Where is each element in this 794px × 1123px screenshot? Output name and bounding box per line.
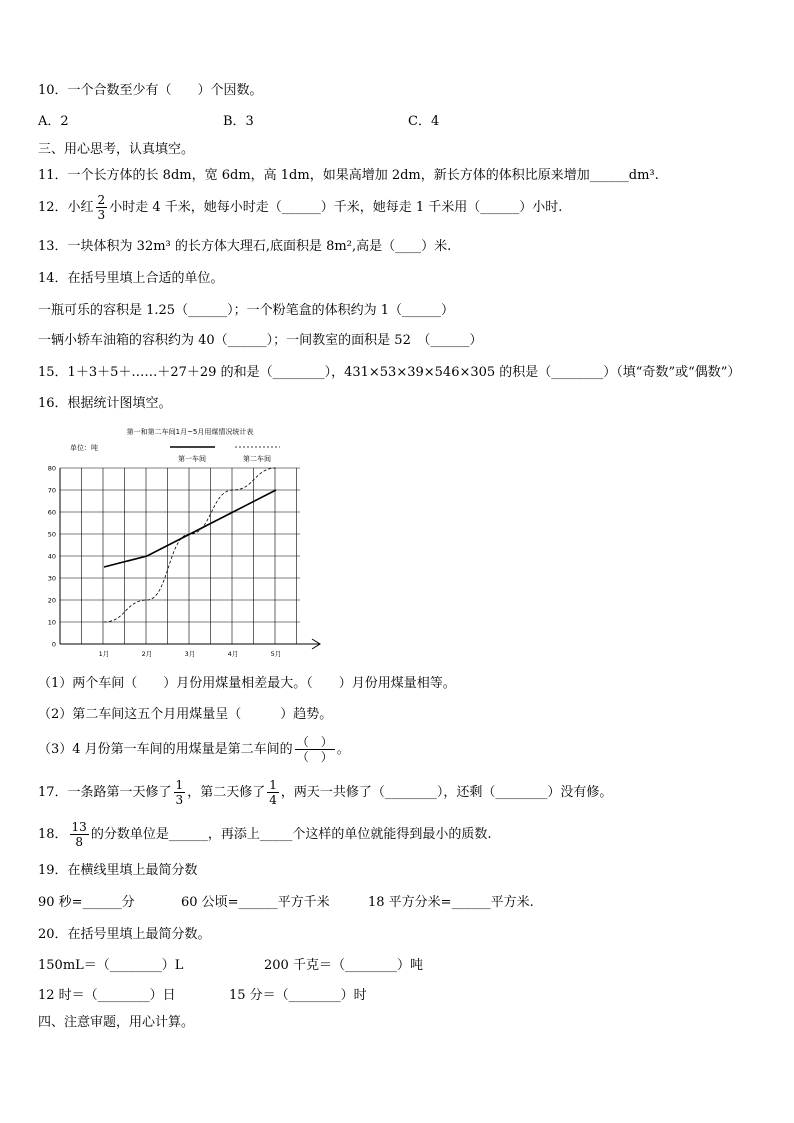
y-tick-label: 60 bbox=[47, 508, 56, 517]
y-tick-label: 10 bbox=[47, 618, 56, 627]
q18-prefix: 18． bbox=[38, 827, 68, 842]
q12-denominator: 3 bbox=[97, 208, 106, 222]
series-line-2 bbox=[104, 468, 276, 622]
question-13: 13．一块体积为 32m³ 的长方体大理石,底面积是 8m²,高是（____）米. bbox=[38, 239, 452, 254]
q20-item-c: 12 时＝（________）日 bbox=[38, 988, 176, 1003]
question-18 bbox=[38, 817, 491, 853]
legend-label-1: 第一车间 bbox=[178, 455, 206, 463]
chart-ticks bbox=[48, 465, 282, 659]
chart-title: 第一和第二车间1月~5月用煤情况统计表 bbox=[126, 428, 254, 436]
q17-numerator-1: 1 bbox=[175, 778, 184, 792]
q16-3-numerator: （ ） bbox=[296, 735, 333, 749]
q18-denominator: 8 bbox=[75, 835, 83, 849]
q16-3-prefix: （3）4 月份第一车间的用煤量是第二车间的 bbox=[38, 742, 293, 757]
legend-label-2: 第二车间 bbox=[243, 455, 271, 463]
q20-item-a: 150mL＝（________）L bbox=[38, 958, 184, 973]
q17-fraction-2 bbox=[267, 778, 279, 807]
x-tick-label: 3月 bbox=[184, 650, 196, 658]
coal-usage-line-chart bbox=[40, 420, 340, 665]
question-12 bbox=[38, 191, 562, 225]
option-a: A．2 bbox=[38, 114, 69, 129]
q17-denominator-2: 4 bbox=[269, 793, 277, 807]
question-11: 11．一个长方体的长 8dm，宽 6dm，高 1dm，如果高增加 2dm，新长方体的体积比原来增加______dm³. bbox=[38, 168, 659, 183]
q18-suffix: 的分数单位是______，再添上_____个这样的单位就能得到最小的质数. bbox=[90, 827, 492, 842]
x-tick-label: 5月 bbox=[270, 650, 282, 658]
question-14-line-1: 一瓶可乐的容积是 1.25（______）；一个粉笔盒的体积约为 1（______） bbox=[38, 303, 454, 318]
series-line-1 bbox=[104, 490, 276, 567]
question-16-part-3 bbox=[38, 733, 350, 767]
question-16-title: 16．根据统计图填空。 bbox=[38, 396, 172, 411]
q19-item-b: 60 公顷=______平方千米 bbox=[181, 895, 330, 910]
q19-item-c: 18 平方分米=______平方米. bbox=[368, 895, 534, 910]
y-tick-label: 0 bbox=[51, 640, 56, 649]
y-tick-label: 50 bbox=[47, 530, 56, 539]
q12-numerator: 2 bbox=[97, 193, 106, 207]
question-10: 10．一个合数至少有（ ）个因数。 bbox=[38, 83, 263, 98]
q17-suffix: ，两天一共修了（________），还剩（________）没有修。 bbox=[280, 785, 613, 800]
question-19-items bbox=[38, 894, 534, 912]
option-b: B．3 bbox=[223, 114, 254, 129]
y-tick-label: 40 bbox=[47, 552, 56, 561]
option-c: C．4 bbox=[408, 114, 440, 129]
question-20-row-2 bbox=[38, 987, 367, 1005]
y-tick-label: 80 bbox=[47, 464, 56, 473]
y-tick-label: 20 bbox=[47, 596, 56, 605]
chart-legend bbox=[170, 447, 280, 463]
question-16-part-1: （1）两个车间（ ）月份用煤量相差最大。（ ）月份用煤量相等。 bbox=[38, 676, 456, 691]
q17-middle: ，第二天修了 bbox=[187, 785, 266, 800]
question-10-options bbox=[38, 113, 439, 131]
question-17 bbox=[38, 775, 612, 811]
q16-3-fraction bbox=[295, 735, 335, 764]
question-16-part-2: （2）第二车间这五个月用煤量呈（ ）趋势。 bbox=[38, 707, 333, 722]
question-20-title: 20．在括号里填上最简分数。 bbox=[38, 927, 211, 942]
chart-unit-label: 单位：吨 bbox=[70, 444, 98, 452]
q20-item-b: 200 千克＝（________）吨 bbox=[264, 958, 423, 973]
q12-suffix: 小时走 4 千米，她每小时走（______）千米，她每走 1 千米用（______）小时. bbox=[109, 200, 563, 215]
chart-series bbox=[104, 468, 276, 622]
q17-numerator-2: 1 bbox=[269, 778, 277, 792]
q19-item-a: 90 秒=______分 bbox=[38, 895, 135, 910]
question-19-title: 19．在横线里填上最简分数 bbox=[38, 863, 198, 878]
x-tick-label: 2月 bbox=[141, 650, 153, 658]
q12-fraction bbox=[96, 193, 108, 222]
q16-3-denominator: （ ） bbox=[296, 750, 333, 764]
q17-prefix: 17．一条路第一天修了 bbox=[38, 785, 172, 800]
q17-denominator-1: 3 bbox=[175, 793, 184, 807]
section-3-heading: 三、用心思考，认真填空。 bbox=[38, 142, 195, 157]
x-tick-label: 1月 bbox=[98, 650, 110, 658]
question-14-line-2: 一辆小轿车油箱的容积约为 40（______）；一间教室的面积是 52 （______） bbox=[38, 333, 483, 348]
question-20-row-1 bbox=[38, 957, 423, 975]
y-tick-label: 70 bbox=[47, 486, 56, 495]
q20-item-d: 15 分＝（________）时 bbox=[229, 988, 367, 1003]
q18-numerator: 13 bbox=[71, 820, 87, 834]
y-tick-label: 30 bbox=[47, 574, 56, 583]
q16-3-suffix: 。 bbox=[336, 742, 350, 757]
q17-fraction-1 bbox=[174, 778, 186, 807]
x-tick-label: 4月 bbox=[227, 650, 239, 658]
q18-fraction bbox=[70, 820, 89, 849]
section-4-heading: 四、注意审题，用心计算。 bbox=[38, 1015, 195, 1030]
question-14-title: 14．在括号里填上合适的单位。 bbox=[38, 271, 224, 286]
q12-prefix: 12．小红 bbox=[38, 200, 94, 215]
chart-grid bbox=[60, 468, 300, 644]
question-15: 15．1＋3＋5＋……＋27＋29 的和是（________），431×53×39×546×305 的积是（________）（填“奇数”或“偶数”） bbox=[38, 365, 741, 380]
